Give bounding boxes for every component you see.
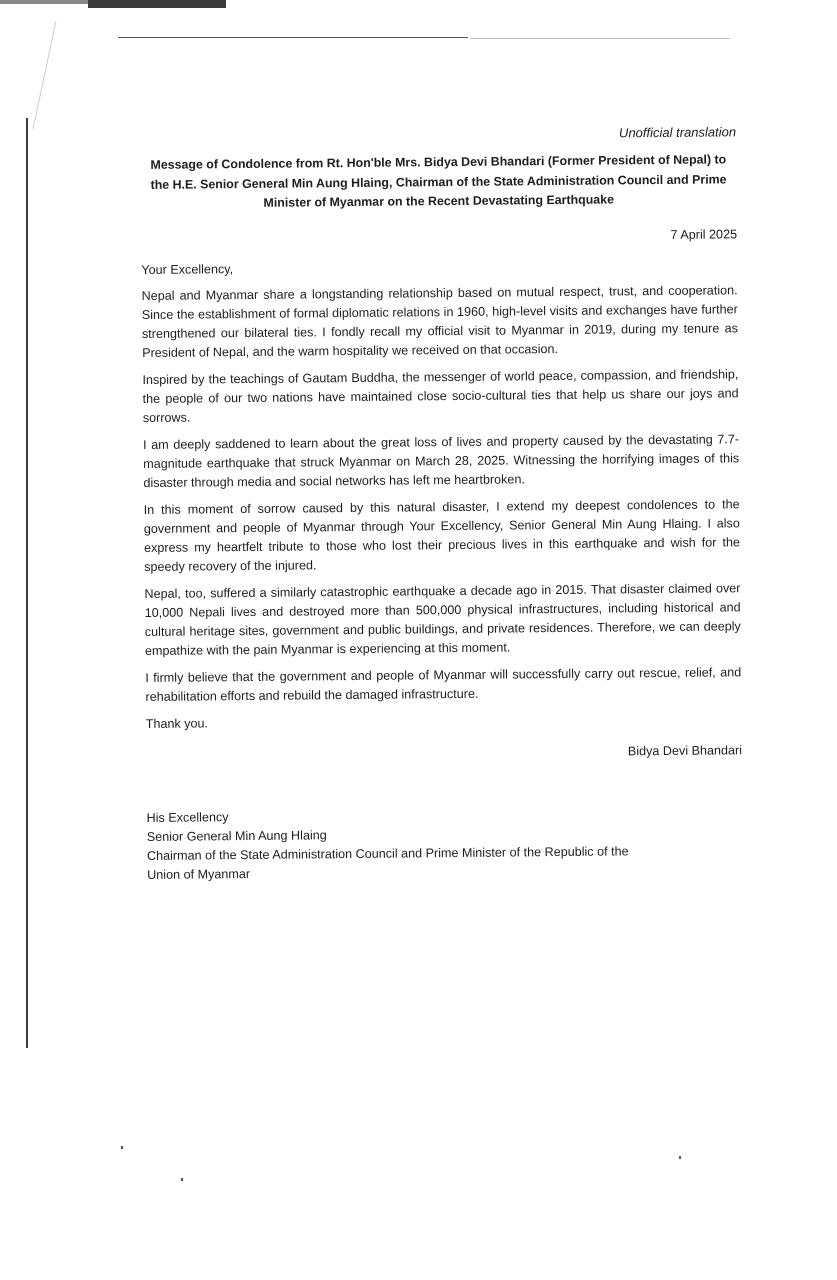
paragraph: I firmly believe that the government and people of Myanmar will successfully carry out rescue, relief, and rehabilitation efforts and rebuild the damaged infrastructure.: [145, 664, 742, 704]
translation-note: Unofficial translation: [618, 124, 737, 141]
scan-artifact-bar: [0, 0, 88, 4]
closing-line: Thank you.: [145, 715, 209, 731]
scan-artifact-line: [470, 38, 730, 39]
signature-name: Bidya Devi Bhandari: [627, 742, 743, 758]
addressee-line: Chairman of the State Administration Council and Prime Minister of the Republic of the: [146, 843, 629, 863]
scan-speck: [181, 1178, 183, 1181]
scan-artifact-line: [33, 21, 57, 129]
scan-speck: [121, 1146, 123, 1149]
scan-artifact-line: [118, 37, 468, 38]
letter-title: Message of Condolence from Rt. Hon'ble Mrs. Bidya Devi Bhandari (Former President of Nepal) to the H.E. Senior General Min Aung Hlaing, Chairman of the State Administration Council and Prime Minister of Myanmar on the Recent Devastating Earthquake: [150, 152, 727, 210]
letter-date: 7 April 2025: [670, 226, 738, 242]
letter-body: [140, 122, 743, 884]
salutation: Your Excellency,: [141, 261, 234, 277]
page-edge-shadow: [26, 118, 28, 1048]
paragraph: In this moment of sorrow caused by this natural disaster, I extend my deepest condolences to the government and people of Myanmar through Your Excellency, Senior General Min Aung Hlaing. I also express my heartfelt tribute to those who lost their precious lives in this earthquake and wish for the speedy recovery of the injured.: [143, 496, 741, 574]
scan-artifact-bar: [88, 0, 226, 8]
addressee-line: Senior General Min Aung Hlaing: [146, 827, 327, 844]
paragraph: I am deeply saddened to learn about the great loss of lives and property caused by the devastating 7.7-magnitude earthquake that struck Myanmar on March 28, 2025. Witnessing the horrifying images of this disaster through media and social networks has left me heartbroken.: [142, 431, 740, 490]
paragraph: Inspired by the teachings of Gautam Buddha, the messenger of world peace, compassion, and friendship, the people of our two nations have maintained close socio-cultural ties that help us share our joys and sorrows.: [142, 366, 739, 425]
addressee-block: [147, 803, 744, 885]
addressee-line: Union of Myanmar: [147, 866, 251, 882]
addressee-line: His Excellency: [146, 809, 229, 825]
paragraph: Nepal, too, suffered a similarly catastrophic earthquake a decade ago in 2015. That disaster claimed over 10,000 Nepali lives and destroyed more than 500,000 physical infrastructures, including historical and cultural heritage sites, government and public buildings, and private residences. Therefore, we can deeply empathize with the pain Myanmar is experiencing at this moment.: [144, 580, 741, 658]
paragraph: Nepal and Myanmar share a longstanding relationship based on mutual respect, trust, and cooperation. Since the establishment of formal diplomatic relations in 1960, high-level visits and exchanges have further strengthened our bilateral ties. I fondly recall my official visit to Myanmar in 2019, during my tenure as President of Nepal, and the warm hospitality we received on that occasion.: [141, 282, 739, 360]
scan-speck: [679, 1156, 681, 1159]
